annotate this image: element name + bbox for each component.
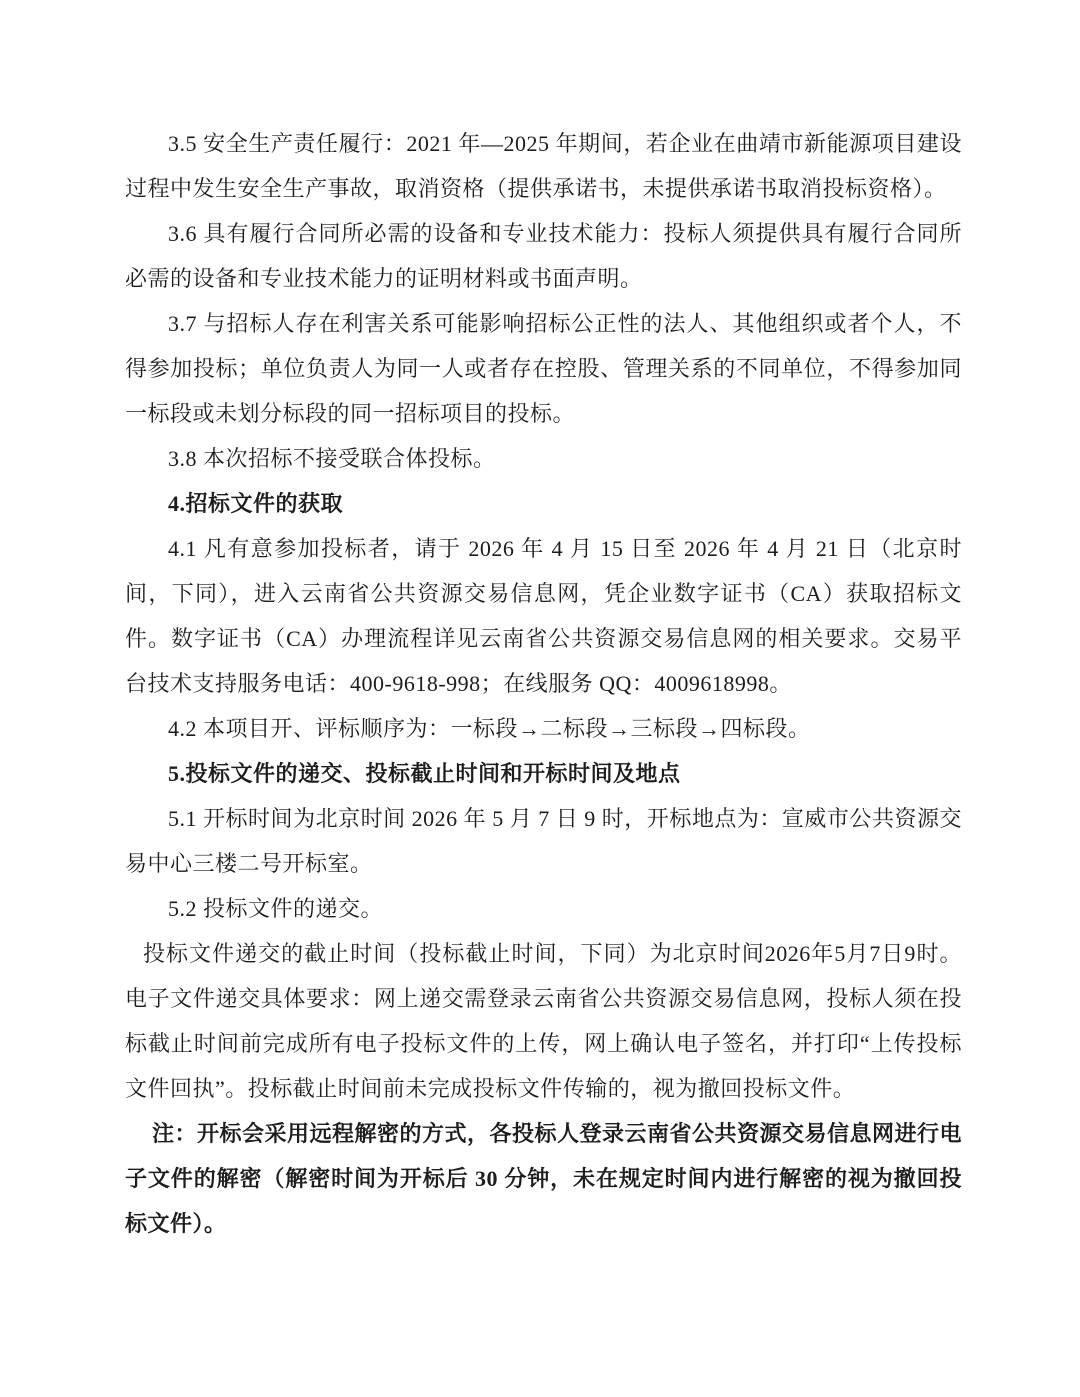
paragraph-submission-detail: 投标文件递交的截止时间（投标截止时间，下同）为北京时间2026年5月7日9时。电子文件递交具体要求：网上递交需登录云南省公共资源交易信息网，投标人须在投标截止时间前完成所有电子投标文件的上传，网上确认电子签名，并打印“上传投标文件回执”。投标截止时间前未完成投标文件传输的，视为撤回投标文件。 xyxy=(125,941,962,1101)
paragraph-4-2: 4.2 本项目开、评标顺序为：一标段→二标段→三标段→四标段。 xyxy=(168,716,811,741)
paragraph-4-1: 4.1 凡有意参加投标者，请于 2026 年 4 月 15 日至 2026 年 4 月 21 日（北京时间，下同），进入云南省公共资源交易信息网，凭企业数字证书（CA）获取招标文件。数字证书（CA）办理流程详见云南省公共资源交易信息网的相关要求。交易平台技术支持服务电话：400-9618-998；在线服务 QQ：4009618998。 xyxy=(125,536,962,696)
paragraph-3-7: 3.7 与招标人存在利害关系可能影响招标公正性的法人、其他组织或者个人，不得参加投标；单位负责人为同一人或者存在控股、管理关系的不同单位，不得参加同一标段或未划分标段的同一招标项目的投标。 xyxy=(125,311,962,426)
section-heading-5: 5.投标文件的递交、投标截止时间和开标时间及地点 xyxy=(168,761,681,786)
note-remote-decryption: 注：开标会采用远程解密的方式，各投标人登录云南省公共资源交易信息网进行电子文件的解密（解密时间为开标后 30 分钟，未在规定时间内进行解密的视为撤回投标文件）。 xyxy=(125,1121,963,1236)
paragraph-5-1: 5.1 开标时间为北京时间 2026 年 5 月 7 日 9 时，开标地点为：宣威市公共资源交易中心三楼二号开标室。 xyxy=(125,806,962,876)
section-heading-4: 4.招标文件的获取 xyxy=(168,491,344,516)
paragraph-3-8: 3.8 本次招标不接受联合体投标。 xyxy=(168,446,496,471)
paragraph-5-2: 5.2 投标文件的递交。 xyxy=(168,896,384,921)
paragraph-3-5: 3.5 安全生产责任履行：2021 年—2025 年期间，若企业在曲靖市新能源项目建设过程中发生安全生产事故，取消资格（提供承诺书，未提供承诺书取消投标资格）。 xyxy=(125,131,962,201)
paragraph-3-6: 3.6 具有履行合同所必需的设备和专业技术能力：投标人须提供具有履行合同所必需的设备和专业技术能力的证明材料或书面声明。 xyxy=(125,221,962,291)
